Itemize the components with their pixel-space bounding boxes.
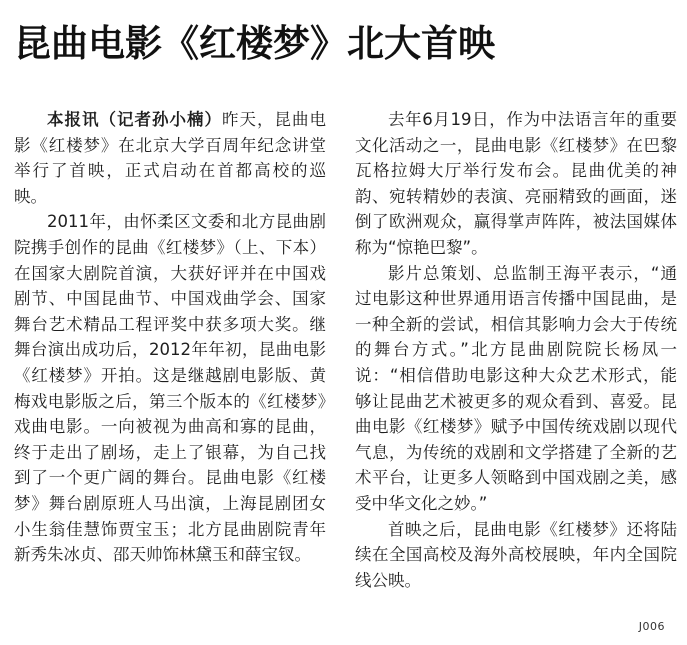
- article-column-left: [14, 107, 326, 568]
- article-paragraph: 2011年，由怀柔区文委和北方昆曲剧院携手创作的昆曲《红楼梦》（上、下本）在国家大剧院首演，大获好评并在中国戏剧节、中国昆曲节、中国戏曲学会、国家舞台艺术精品工程评奖中获多项大奖。继舞台演出成功后，2012年年初，昆曲电影《红楼梦》开拍。这是继越剧电影版、黄梅戏电影版之后，第三个版本的《红楼梦》戏曲电影。一向被视为曲高和寡的昆曲，终于走出了剧场，走上了银幕，为自己找到了一个更广阔的舞台。昆曲电影《红楼梦》舞台剧原班人马出演，上海昆剧团女小生翁佳慧饰贾宝玉；北方昆曲剧院青年新秀朱冰贞、邵天帅饰林黛玉和薛宝钗。: [14, 212, 326, 565]
- headline: 昆曲电影《红楼梦》北大首映: [14, 22, 495, 65]
- article-paragraph: 影片总策划、总监制王海平表示，“通过电影这种世界通用语言传播中国昆曲，是一种全新的尝试，相信其影响力会大于传统的舞台方式。”北方昆曲剧院院长杨凤一说：“相信借助电影这种大众艺术形式，能够让昆曲艺术被更多的观众看到、喜爱。昆曲电影《红楼梦》赋予中国传统戏剧以现代气息，为传统的戏剧和文学搭建了全新的艺术平台，让更多人领略到中国戏剧之美，感受中华文化之妙。”: [355, 263, 677, 513]
- page-code: J006: [638, 620, 665, 633]
- article-paragraph-text: 昨天，昆曲电影《红楼梦》在北京大学百周年纪念讲堂举行了首映，正式启动在首都高校的巡映。: [14, 110, 326, 206]
- article-column-right: [355, 107, 677, 593]
- article-paragraph: 首映之后，昆曲电影《红楼梦》还将陆续在全国高校及海外高校展映，年内全国院线公映。: [355, 519, 677, 590]
- article-paragraph: [14, 107, 326, 209]
- byline: 本报讯（记者孙小楠）: [47, 110, 222, 129]
- article-paragraph: 去年6月19日，作为中法语言年的重要文化活动之一，昆曲电影《红楼梦》在巴黎瓦格拉姆大厅举行发布会。昆曲优美的神韵、宛转精妙的表演、亮丽精致的画面，迷倒了欧洲观众，赢得掌声阵阵，被法国媒体称为“惊艳巴黎”。: [355, 110, 677, 257]
